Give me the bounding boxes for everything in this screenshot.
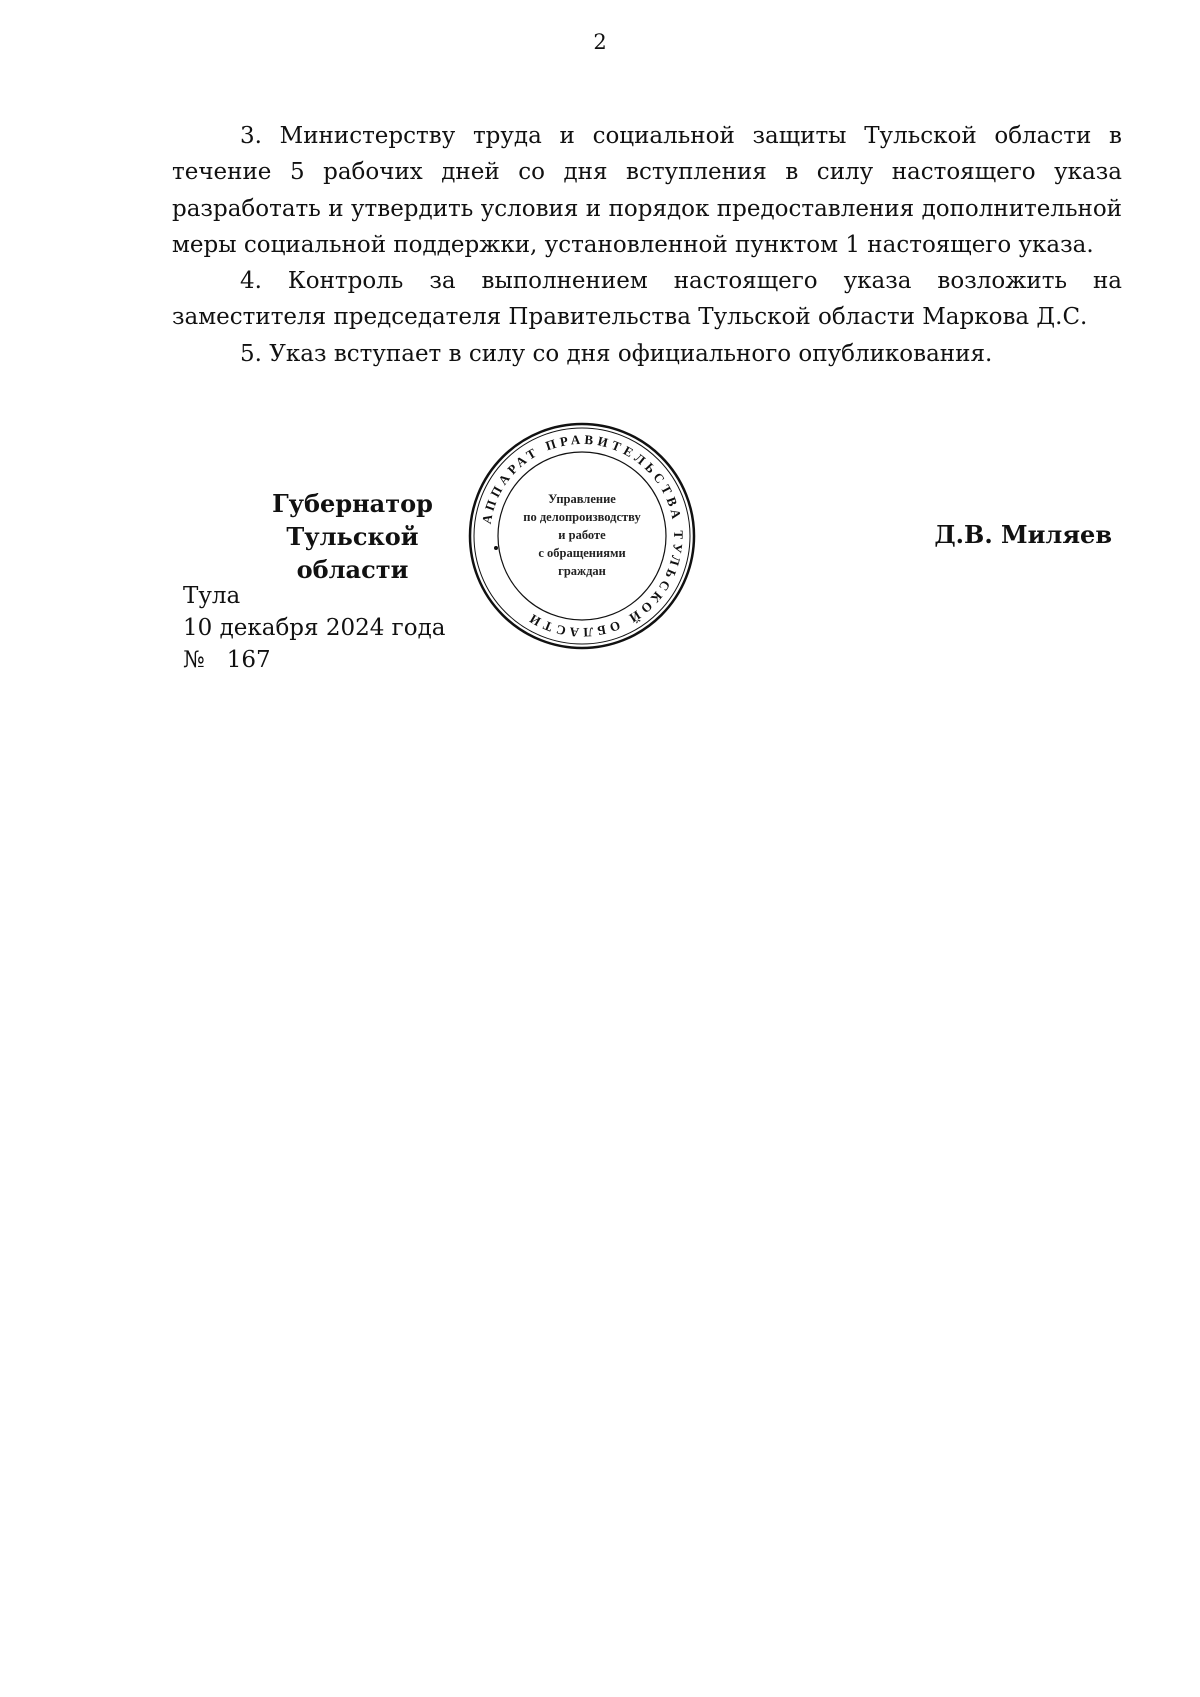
signatory-title-line2: Тульской области [286, 522, 419, 584]
place: Тула [183, 583, 241, 609]
seal-center-line: граждан [558, 564, 606, 578]
document-body [172, 118, 1122, 372]
paragraph-4: 4. Контроль за выполнением настоящего указа возложить на заместителя председателя Правительства Тульской области Маркова Д.С. [172, 268, 1122, 331]
date: 10 декабря 2024 года [183, 615, 446, 641]
seal-center-line: по делопроизводству [523, 510, 641, 524]
seal-ring-text: АППАРАТ ПРАВИТЕЛЬСТВА ТУЛЬСКОЙ ОБЛАСТИ [478, 431, 687, 641]
page-number: 2 [593, 30, 607, 54]
seal-center-line: Управление [548, 492, 616, 506]
signatory-title-line1: Губернатор [272, 489, 433, 518]
seal-center-line: с обращениями [538, 546, 626, 560]
seal-center-line: и работе [558, 528, 606, 542]
signatory-name: Д.В. Миляев [934, 520, 1112, 549]
signatory-title [230, 487, 475, 586]
document-details [183, 580, 445, 676]
paragraph-3: 3. Министерству труда и социальной защиты Тульской области в течение 5 рабочих дней со дня вступления в силу настоящего указа разработать и утвердить условия и порядок предоставления дополнительной меры социальной поддержки, установленной пунктом 1 настоящего указа. [172, 123, 1122, 258]
document-number: № 167 [183, 647, 271, 673]
paragraph-5: 5. Указ вступает в силу со дня официального опубликования. [240, 340, 993, 367]
official-seal [466, 420, 698, 652]
